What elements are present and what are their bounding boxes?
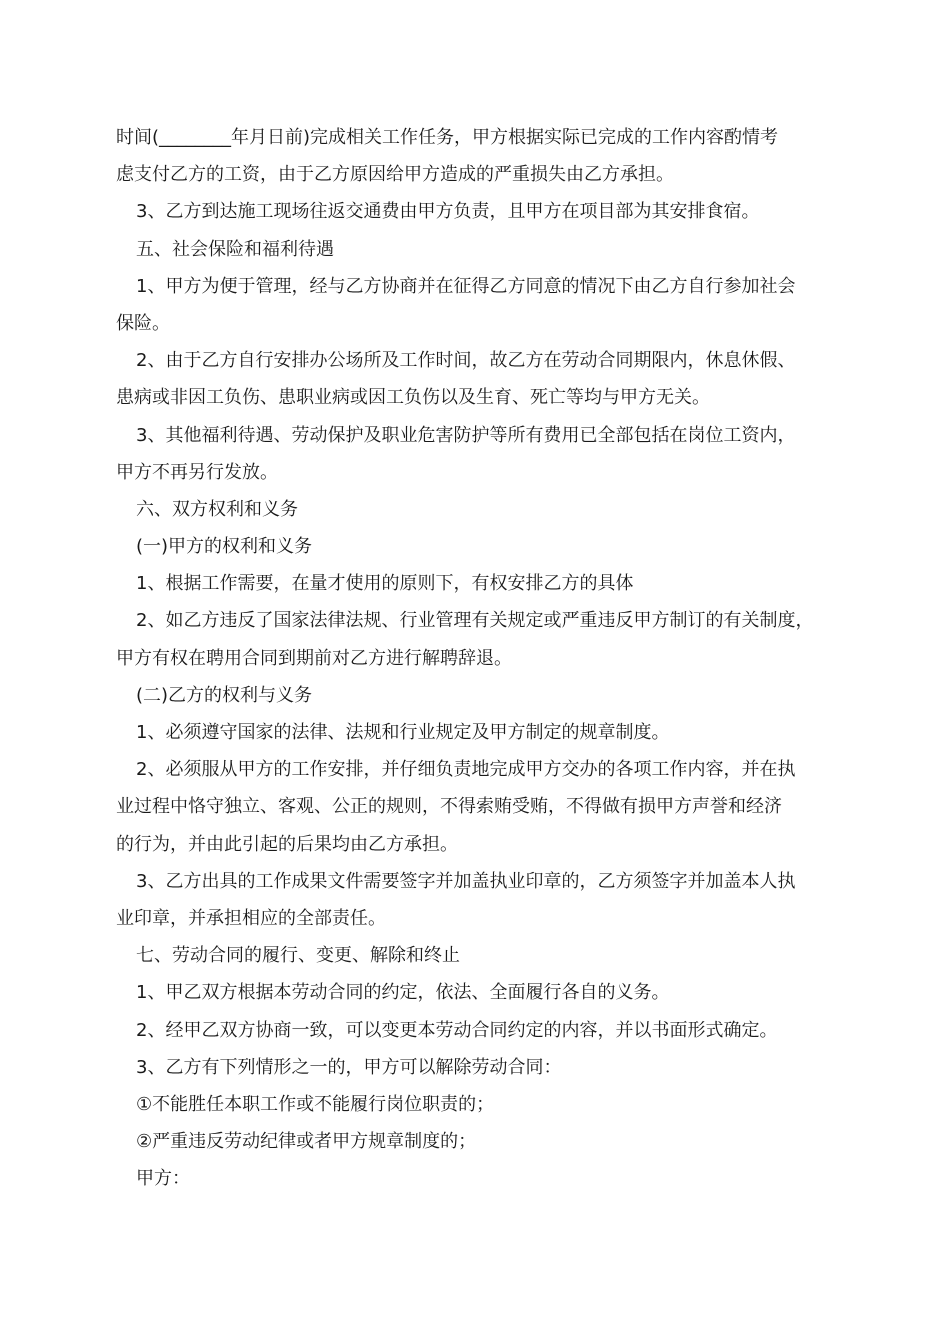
- text-line: 保险。: [116, 312, 170, 334]
- text-line: 业过程中恪守独立、客观、公正的规则，不得索贿受贿，不得做有损甲方声誉和经济: [116, 796, 782, 818]
- document-body: [116, 119, 856, 1197]
- text-line: 2、必须服从甲方的工作安排，并仔细负责地完成甲方交办的各项工作内容，并在执: [136, 759, 796, 781]
- text-line: 3、乙方有下列情形之一的，甲方可以解除劳动合同：: [136, 1056, 562, 1078]
- text-line: 的行为，并由此引起的后果均由乙方承担。: [116, 833, 458, 855]
- list-item: ②严重违反劳动纪律或者甲方规章制度的；: [136, 1131, 477, 1153]
- text-line: 甲方有权在聘用合同到期前对乙方进行解聘辞退。: [116, 647, 512, 669]
- section-heading: 五、社会保险和福利待遇: [136, 238, 334, 260]
- text-line: 虑支付乙方的工资，由于乙方原因给甲方造成的严重损失由乙方承担。: [116, 164, 674, 186]
- text-line: 3、其他福利待遇、劳动保护及职业危害防护等所有费用已全部包括在岗位工资内，: [136, 424, 796, 446]
- text-line: 3、乙方到达施工现场往返交通费由甲方负责，且甲方在项目部为其安排食宿。: [136, 201, 760, 223]
- section-heading: 七、劳动合同的履行、变更、解除和终止: [136, 945, 460, 967]
- text-line: 1、甲乙双方根据本劳动合同的约定，依法、全面履行各自的义务。: [136, 982, 670, 1004]
- text-line: 患病或非因工负伤、患职业病或因工负伤以及生育、死亡等均与甲方无关。: [116, 387, 710, 409]
- text-line: 2、由于乙方自行安排办公场所及工作时间，故乙方在劳动合同期限内，休息休假、: [136, 350, 796, 372]
- text-line: 1、甲方为便于管理，经与乙方协商并在征得乙方同意的情况下由乙方自行参加社会: [136, 275, 796, 297]
- text-line: 业印章，并承担相应的全部责任。: [116, 907, 386, 929]
- text-line: 2、如乙方违反了国家法律法规、行业管理有关规定或严重违反甲方制订的有关制度，: [136, 610, 814, 632]
- text-line: 1、根据工作需要，在量才使用的原则下，有权安排乙方的具体: [136, 573, 634, 595]
- text-line: 2、经甲乙双方协商一致，可以变更本劳动合同约定的内容，并以书面形式确定。: [136, 1019, 778, 1041]
- list-item: ①不能胜任本职工作或不能履行岗位职责的；: [136, 1093, 495, 1115]
- subsection-heading: (一)甲方的权利和义务: [136, 536, 313, 558]
- text-line: 甲方不再另行发放。: [116, 461, 278, 483]
- section-heading: 六、双方权利和义务: [136, 498, 298, 520]
- signature-label: 甲方：: [136, 1168, 190, 1190]
- text-line: 时间(________年月日前)完成相关工作任务，甲方根据实际已完成的工作内容酌情考: [116, 127, 779, 148]
- text-line: 1、必须遵守国家的法律、法规和行业规定及甲方制定的规章制度。: [136, 722, 670, 743]
- subsection-heading: (二)乙方的权利与义务: [136, 684, 313, 706]
- text-line: 3、乙方出具的工作成果文件需要签字并加盖执业印章的，乙方须签字并加盖本人执: [136, 870, 796, 892]
